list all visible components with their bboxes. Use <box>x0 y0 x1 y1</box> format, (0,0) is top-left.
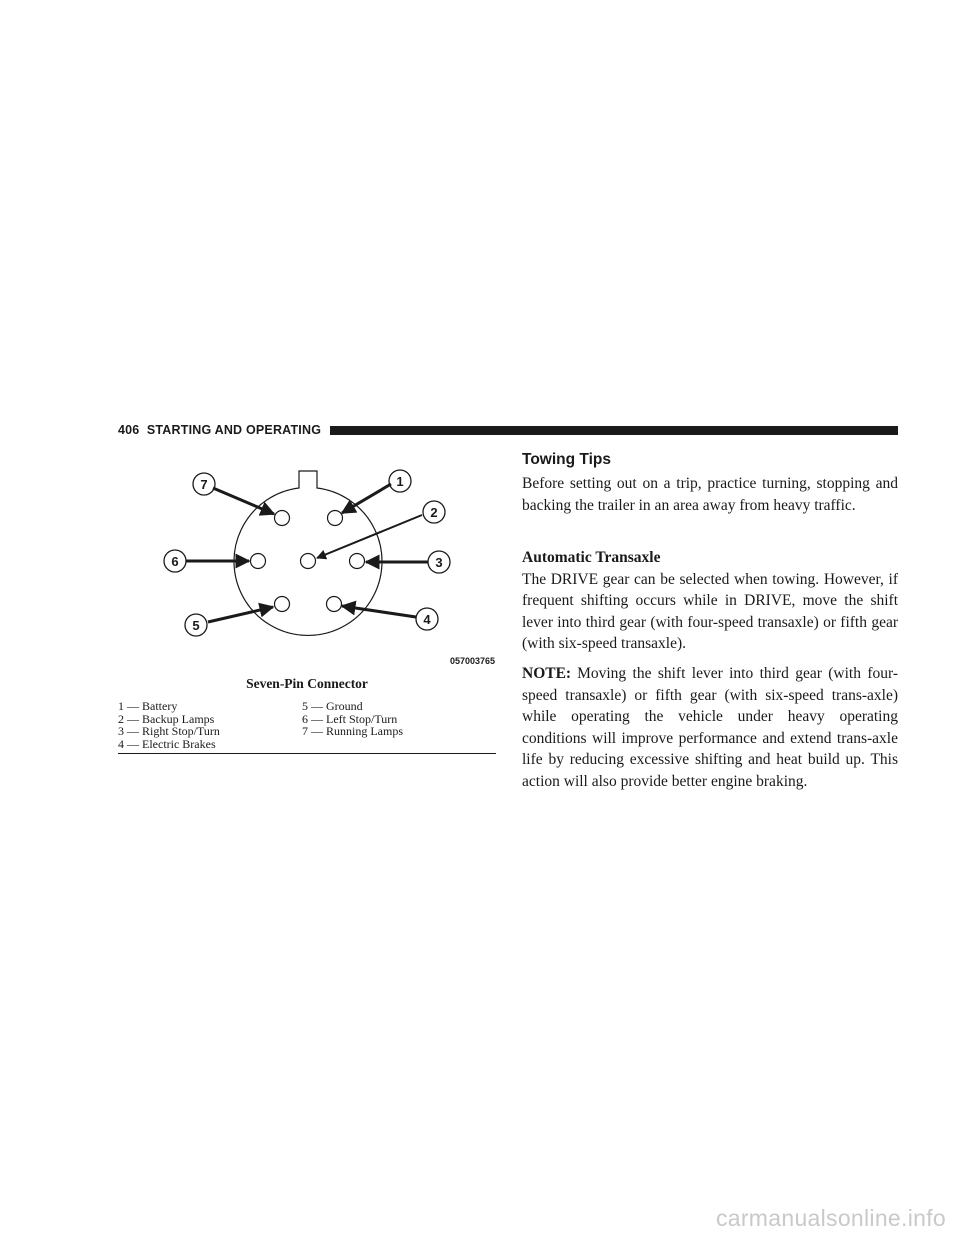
pin-7-hole <box>275 511 290 526</box>
legend-pin-4: 4 — Electric Brakes <box>118 736 216 751</box>
legend-pin-7: 7 — Running Lamps <box>302 724 403 739</box>
callout-5 <box>185 614 207 636</box>
connector-figure <box>118 462 496 672</box>
callout-6 <box>164 550 186 572</box>
subheading: Automatic Transaxle <box>522 549 661 566</box>
note-label: NOTE: <box>522 665 572 682</box>
note-paragraph <box>522 663 898 792</box>
callout-4-label: 4 <box>423 612 431 627</box>
callout-3-label: 3 <box>435 555 443 570</box>
pin-2-hole <box>301 554 316 569</box>
pin-1-hole <box>328 511 343 526</box>
body-paragraph: The DRIVE gear can be selected when towing. However, if frequent shifting occurs while in DRIVE, move the shift lever into third gear (with four-speed transaxle) or fifth gear (with six-speed transaxle). <box>522 570 898 652</box>
pin-4-hole <box>327 597 342 612</box>
transaxle-block <box>522 547 898 655</box>
legend-pin-3: 3 — Right Stop/Turn <box>118 724 220 739</box>
legend-row <box>118 738 496 751</box>
watermark: carmanualsonline.info <box>715 1205 946 1231</box>
callout-2-label: 2 <box>430 505 438 520</box>
intro-paragraph-block <box>522 473 898 516</box>
page-header-text <box>118 422 321 438</box>
callout-1-label: 1 <box>396 474 404 489</box>
page-number: 406 <box>118 423 140 437</box>
callout-3 <box>428 551 450 573</box>
leader-2 <box>317 515 422 558</box>
callout-5-label: 5 <box>192 618 200 633</box>
legend-row <box>118 725 496 738</box>
legend-pin-6: 6 — Left Stop/Turn <box>302 711 398 726</box>
legend-pin-5: 5 — Ground <box>302 699 363 713</box>
pin-3-hole <box>350 554 365 569</box>
note-text: Moving the shift lever into third gear (with four-speed transaxle) or fifth gear (with six-speed trans-axle) while operating the vehicle under heavy operating conditions will improve performance and extend trans-axle life by reducing excessive shifting and heat build up. This action will also provide better engine braking. <box>522 665 898 790</box>
legend-pin-1: 1 — Battery <box>118 699 178 713</box>
page-header <box>118 422 898 438</box>
leader-1 <box>342 484 391 513</box>
pin-6-hole <box>251 554 266 569</box>
figure-caption: Seven-Pin Connector <box>246 676 368 691</box>
callout-4 <box>416 608 438 630</box>
callout-2 <box>423 501 445 523</box>
intro-paragraph: Before setting out on a trip, practice turning, stopping and backing the trailer in an area away from heavy traffic. <box>522 475 898 514</box>
header-rule <box>330 426 898 435</box>
callout-7 <box>193 473 215 495</box>
leader-4 <box>342 606 416 617</box>
section-title: STARTING AND OPERATING <box>146 423 322 437</box>
seven-pin-connector-diagram <box>118 462 496 672</box>
note-block <box>522 663 898 792</box>
callout-6-label: 6 <box>171 554 179 569</box>
legend-pin-2: 2 — Backup Lamps <box>118 711 215 726</box>
callout-7-label: 7 <box>200 477 208 492</box>
pin-legend <box>118 700 496 754</box>
figure-image-code: 057003765 <box>449 656 495 666</box>
callout-1 <box>389 470 411 492</box>
pin-5-hole <box>275 597 290 612</box>
legend-row <box>118 700 496 713</box>
section-heading: Towing Tips <box>522 451 611 468</box>
